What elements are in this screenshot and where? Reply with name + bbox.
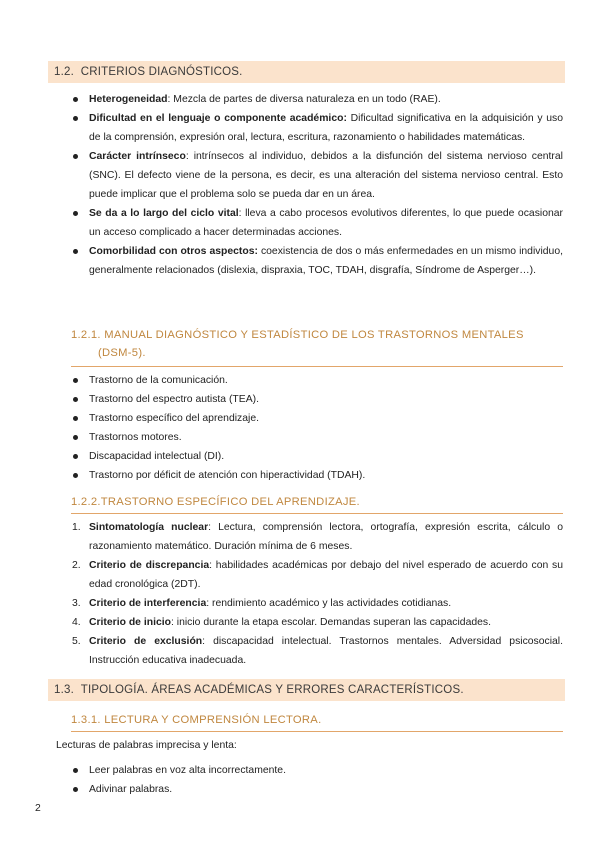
list-item: 1. Sintomatología nuclear: Lectura, comprensión lectora, ortografía, expresión escrita, cálculo o razonamiento matemático. Duración mínima de 6 meses. [72, 522, 564, 552]
term: Heterogeneidad [89, 94, 168, 105]
section-heading-1-2 [48, 61, 565, 83]
list-item: Comorbilidad con otros aspectos: coexistencia de dos o más enfermedades en un mismo individuo, generalmente relacionados (dislexia, dispraxia, TOC, TDAH, disgrafía, Síndrome de Asperger…). [89, 242, 563, 280]
term: Dificultad en el lenguaje o componente académico: [89, 113, 347, 124]
section-number: 1.3.1. [71, 714, 101, 726]
criteria-list [89, 90, 563, 280]
list-item: Carácter intrínseco: intrínsecos al individuo, debidos a la disfunción del sistema nervioso central (SNC). El defecto viene de la persona, es decir, es una alteración del sistema nervioso central. Esto puede implicar que el problema solo se pueda dar en un área. [89, 147, 563, 204]
term: Criterio de inicio [89, 617, 171, 628]
list-item: Trastorno específico del aprendizaje. [89, 409, 563, 428]
section-title: LECTURA Y COMPRENSIÓN LECTORA. [104, 714, 322, 726]
section-heading-1-3-1 [71, 712, 563, 732]
section-number: 1.2.2. [71, 496, 101, 508]
section-title: TIPOLOGÍA. ÁREAS ACADÉMICAS Y ERRORES CARACTERÍSTICOS. [80, 684, 464, 696]
section-title: CRITERIOS DIAGNÓSTICOS. [80, 66, 243, 78]
section-number: 1.2. [54, 66, 74, 78]
list-item: Trastornos motores. [89, 428, 563, 447]
page-number: 2 [35, 803, 41, 814]
term: Sintomatología nuclear [89, 522, 209, 533]
list-item: Leer palabras en voz alta incorrectamente. [89, 761, 563, 780]
term: Criterio de discrepancia [89, 560, 210, 571]
list-item: Adivinar palabras. [89, 780, 563, 799]
section-title-continued: (DSM-5). [98, 347, 146, 359]
section-heading-1-2-2 [71, 494, 563, 514]
term: Comorbilidad con otros aspectos: [89, 246, 258, 257]
section-heading-1-2-1 [71, 326, 563, 367]
dsm-list [89, 371, 563, 485]
list-item: Se da a lo largo del ciclo vital: lleva a cabo procesos evolutivos diferentes, lo que puede ocasionar un acceso complicado a hacer determinadas acciones. [89, 204, 563, 242]
list-item: 2. Criterio de discrepancia: habilidades académicas por debajo del nivel esperado de acuerdo con su edad cronológica (2DT). [72, 560, 563, 590]
term: Se da a lo largo del ciclo vital [89, 208, 239, 219]
section-title: TRASTORNO ESPECÍFICO DEL APRENDIZAJE. [100, 496, 360, 508]
section-title: MANUAL DIAGNÓSTICO Y ESTADÍSTICO DE LOS TRASTORNOS MENTALES [104, 329, 524, 341]
list-item: 4. Criterio de inicio: inicio durante la etapa escolar. Demandas superan las capacidades. [72, 617, 491, 628]
tea-criteria-list [72, 518, 564, 670]
reading-intro: Lecturas de palabras imprecisa y lenta: [56, 740, 237, 751]
reading-list [89, 761, 563, 799]
term: Criterio de exclusión [89, 636, 203, 647]
list-item: 5. Criterio de exclusión: discapacidad intelectual. Trastornos mentales. Adversidad psicosocial. Instrucción educativa inadecuada. [72, 636, 563, 666]
list-item: Discapacidad intelectual (DI). [89, 447, 563, 466]
list-item: Trastorno de la comunicación. [89, 371, 563, 390]
section-number: 1.2.1. [71, 329, 101, 341]
list-item: 3. Criterio de interferencia: rendimiento académico y las actividades cotidianas. [72, 598, 452, 609]
term: Carácter intrínseco [89, 151, 186, 162]
list-item: Trastorno del espectro autista (TEA). [89, 390, 563, 409]
term: Criterio de interferencia [89, 598, 207, 609]
list-item: Trastorno por déficit de atención con hiperactividad (TDAH). [89, 466, 563, 485]
section-heading-1-3 [48, 679, 565, 701]
list-item: Dificultad en el lenguaje o componente académico: Dificultad significativa en la adquisición y uso de la comprensión, expresión oral, lectura, escritura, razonamiento o habilidades matemáticas. [89, 109, 563, 147]
list-item: Heterogeneidad: Mezcla de partes de diversa naturaleza en un todo (RAE). [89, 90, 563, 109]
section-number: 1.3. [54, 684, 74, 696]
